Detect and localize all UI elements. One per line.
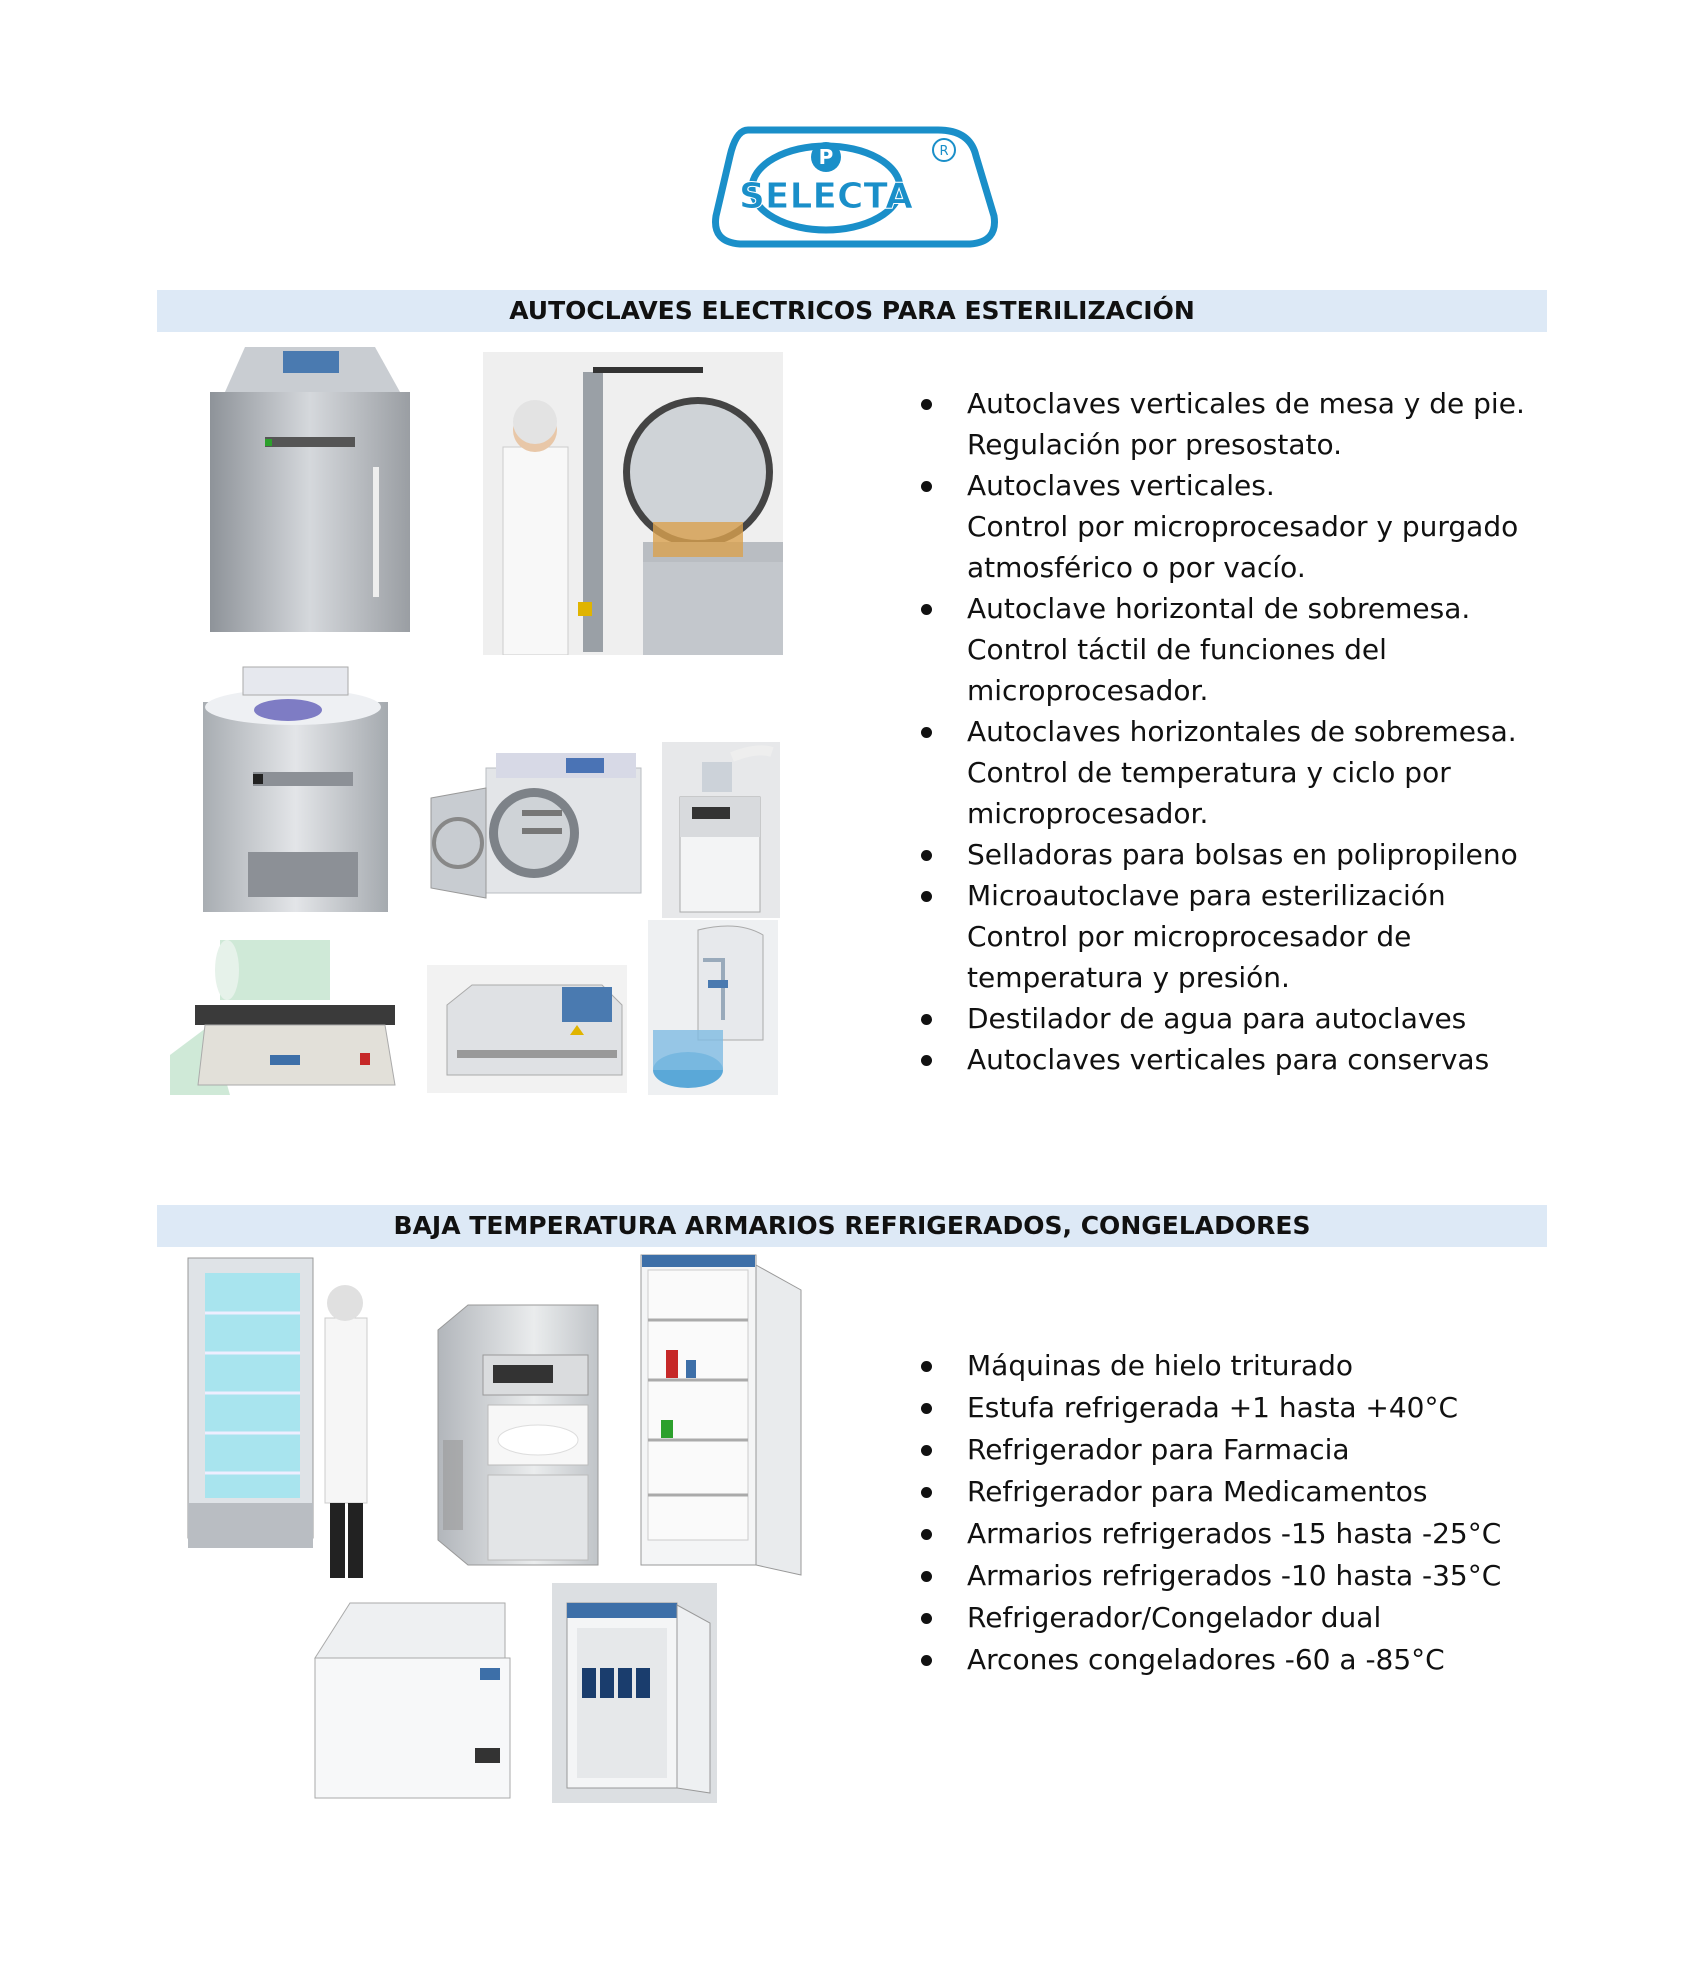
item-line: Máquinas de hielo triturado (967, 1349, 1354, 1382)
list-item (915, 1429, 1587, 1471)
item-line: Autoclaves verticales para conservas (967, 1043, 1490, 1076)
item-line: Control por microprocesador y purgado (967, 510, 1519, 543)
item-line: Control de temperatura y ciclo por (967, 756, 1451, 789)
autoclave-horizontal-image (426, 748, 648, 913)
item-line: Selladoras para bolsas en polipropileno (967, 838, 1518, 871)
list-item (915, 588, 1587, 711)
section-title: AUTOCLAVES ELECTRICOS PARA ESTERILIZACIÓN (509, 296, 1195, 325)
low-temp-cabinet-image (552, 1583, 717, 1803)
item-line: Estufa refrigerada +1 hasta +40°C (967, 1391, 1459, 1424)
refrigerated-cabinet-operator-image (180, 1253, 390, 1583)
list-item (915, 1597, 1587, 1639)
selecta-logo (708, 124, 1002, 250)
ice-machine-image (428, 1300, 606, 1568)
item-line: Refrigerador para Medicamentos (967, 1475, 1428, 1508)
list-item (915, 998, 1587, 1039)
item-line: Autoclaves verticales. (967, 469, 1275, 502)
item-line: Armarios refrigerados -15 hasta -25°C (967, 1517, 1502, 1550)
item-line: Refrigerador/Congelador dual (967, 1601, 1382, 1634)
list-item (915, 711, 1587, 834)
section-header-baja-temperatura (157, 1205, 1547, 1247)
registered-mark: R (939, 144, 949, 159)
item-line: Destilador de agua para autoclaves (967, 1002, 1467, 1035)
autoclaves-feature-list (915, 383, 1587, 1080)
list-item (915, 1555, 1587, 1597)
section-header-autoclaves (157, 290, 1547, 332)
item-line: Arcones congeladores -60 a -85°C (967, 1643, 1445, 1676)
item-line: Control táctil de funciones del (967, 633, 1387, 666)
item-line: Autoclave horizontal de sobremesa. (967, 592, 1471, 625)
list-item (915, 1639, 1587, 1681)
list-item (915, 465, 1587, 588)
list-item (915, 1471, 1587, 1513)
item-line: Autoclaves horizontales de sobremesa. (967, 715, 1517, 748)
item-line: atmosférico o por vacío. (967, 551, 1306, 584)
autoclave-vertical-digital-image (193, 662, 395, 917)
water-distiller-image (648, 920, 778, 1095)
list-item (915, 1039, 1587, 1080)
autoclave-lab-operator-image (483, 352, 783, 655)
sealer-small-image (662, 742, 780, 918)
list-item (915, 383, 1587, 465)
list-item (915, 1513, 1587, 1555)
baja-temperatura-feature-list (915, 1345, 1587, 1681)
bag-sealer-image (170, 935, 398, 1095)
item-line: Control por microprocesador de (967, 920, 1412, 953)
item-line: temperatura y presión. (967, 961, 1290, 994)
item-line: microprocesador. (967, 674, 1209, 707)
list-item (915, 834, 1587, 875)
item-line: Microautoclave para esterilización (967, 879, 1446, 912)
item-line: Refrigerador para Farmacia (967, 1433, 1350, 1466)
list-item (915, 1387, 1587, 1429)
item-line: Regulación por presostato. (967, 428, 1343, 461)
list-item (915, 875, 1587, 998)
sealer-compact-image (427, 965, 627, 1093)
chest-freezer-image (310, 1598, 516, 1803)
section-title: BAJA TEMPERATURA ARMARIOS REFRIGERADOS, CONGELADORES (393, 1211, 1311, 1240)
item-line: Autoclaves verticales de mesa y de pie. (967, 387, 1525, 420)
logo-letter: P (818, 145, 834, 169)
item-line: Armarios refrigerados -10 hasta -35°C (967, 1559, 1502, 1592)
logo-text: SELECTA (738, 176, 914, 217)
item-line: microprocesador. (967, 797, 1209, 830)
list-item (915, 1345, 1587, 1387)
autoclave-vertical-image (205, 337, 413, 640)
pharmacy-refrigerator-image (636, 1250, 806, 1580)
